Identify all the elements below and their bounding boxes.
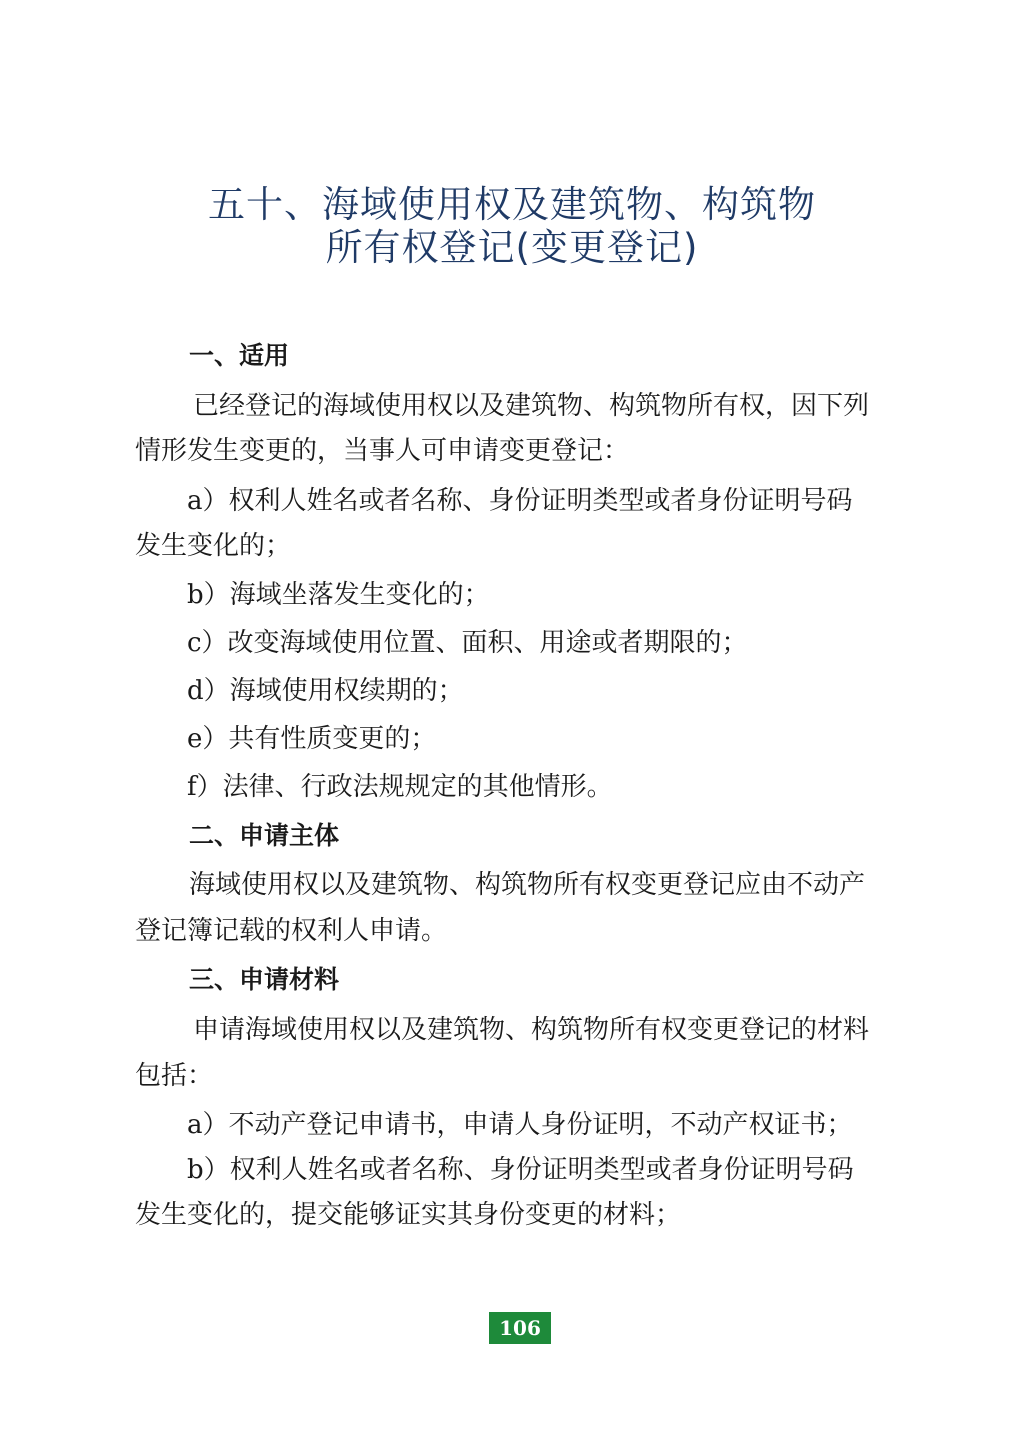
list-item-a-continued: 发生变化的； — [135, 531, 292, 561]
page-title-line-2: 所有权登记(变更登记) — [325, 226, 699, 269]
section-heading-materials: 三、申请材料 — [189, 965, 340, 994]
paragraph-line: 包括： — [135, 1061, 214, 1091]
paragraph-line: 已经登记的海域使用权以及建筑物、构筑物所有权，因下列 — [193, 391, 870, 421]
list-item-c: c）改变海域使用位置、面积、用途或者期限的； — [187, 628, 748, 658]
section-heading-applicant: 二、申请主体 — [189, 821, 340, 850]
list-item-e: e）共有性质变更的； — [187, 724, 437, 754]
paragraph-line: 情形发生变更的，当事人可申请变更登记： — [135, 436, 630, 466]
list-item-f: f）法律、行政法规规定的其他情形。 — [187, 772, 613, 802]
list-item-b: b）权利人姓名或者名称、身份证明类型或者身份证明号码 — [187, 1155, 854, 1185]
paragraph-line: 海域使用权以及建筑物、构筑物所有权变更登记应由不动产 — [189, 870, 866, 900]
list-item-a: a）权利人姓名或者名称、身份证明类型或者身份证明号码 — [187, 486, 853, 516]
page-number-badge: 106 — [489, 1312, 551, 1344]
list-item-a: a）不动产登记申请书，申请人身份证明，不动产权证书； — [187, 1110, 853, 1140]
paragraph-line: 登记簿记载的权利人申请。 — [135, 916, 448, 946]
list-item-b-continued: 发生变化的，提交能够证实其身份变更的材料； — [135, 1200, 682, 1230]
list-item-d: d）海域使用权续期的； — [187, 676, 464, 706]
page-title-line-1: 五十、海域使用权及建筑物、构筑物 — [208, 183, 816, 226]
list-item-b: b）海域坐落发生变化的； — [187, 580, 490, 610]
paragraph-line: 申请海域使用权以及建筑物、构筑物所有权变更登记的材料 — [193, 1015, 870, 1045]
section-heading-applicability: 一、适用 — [189, 341, 290, 370]
